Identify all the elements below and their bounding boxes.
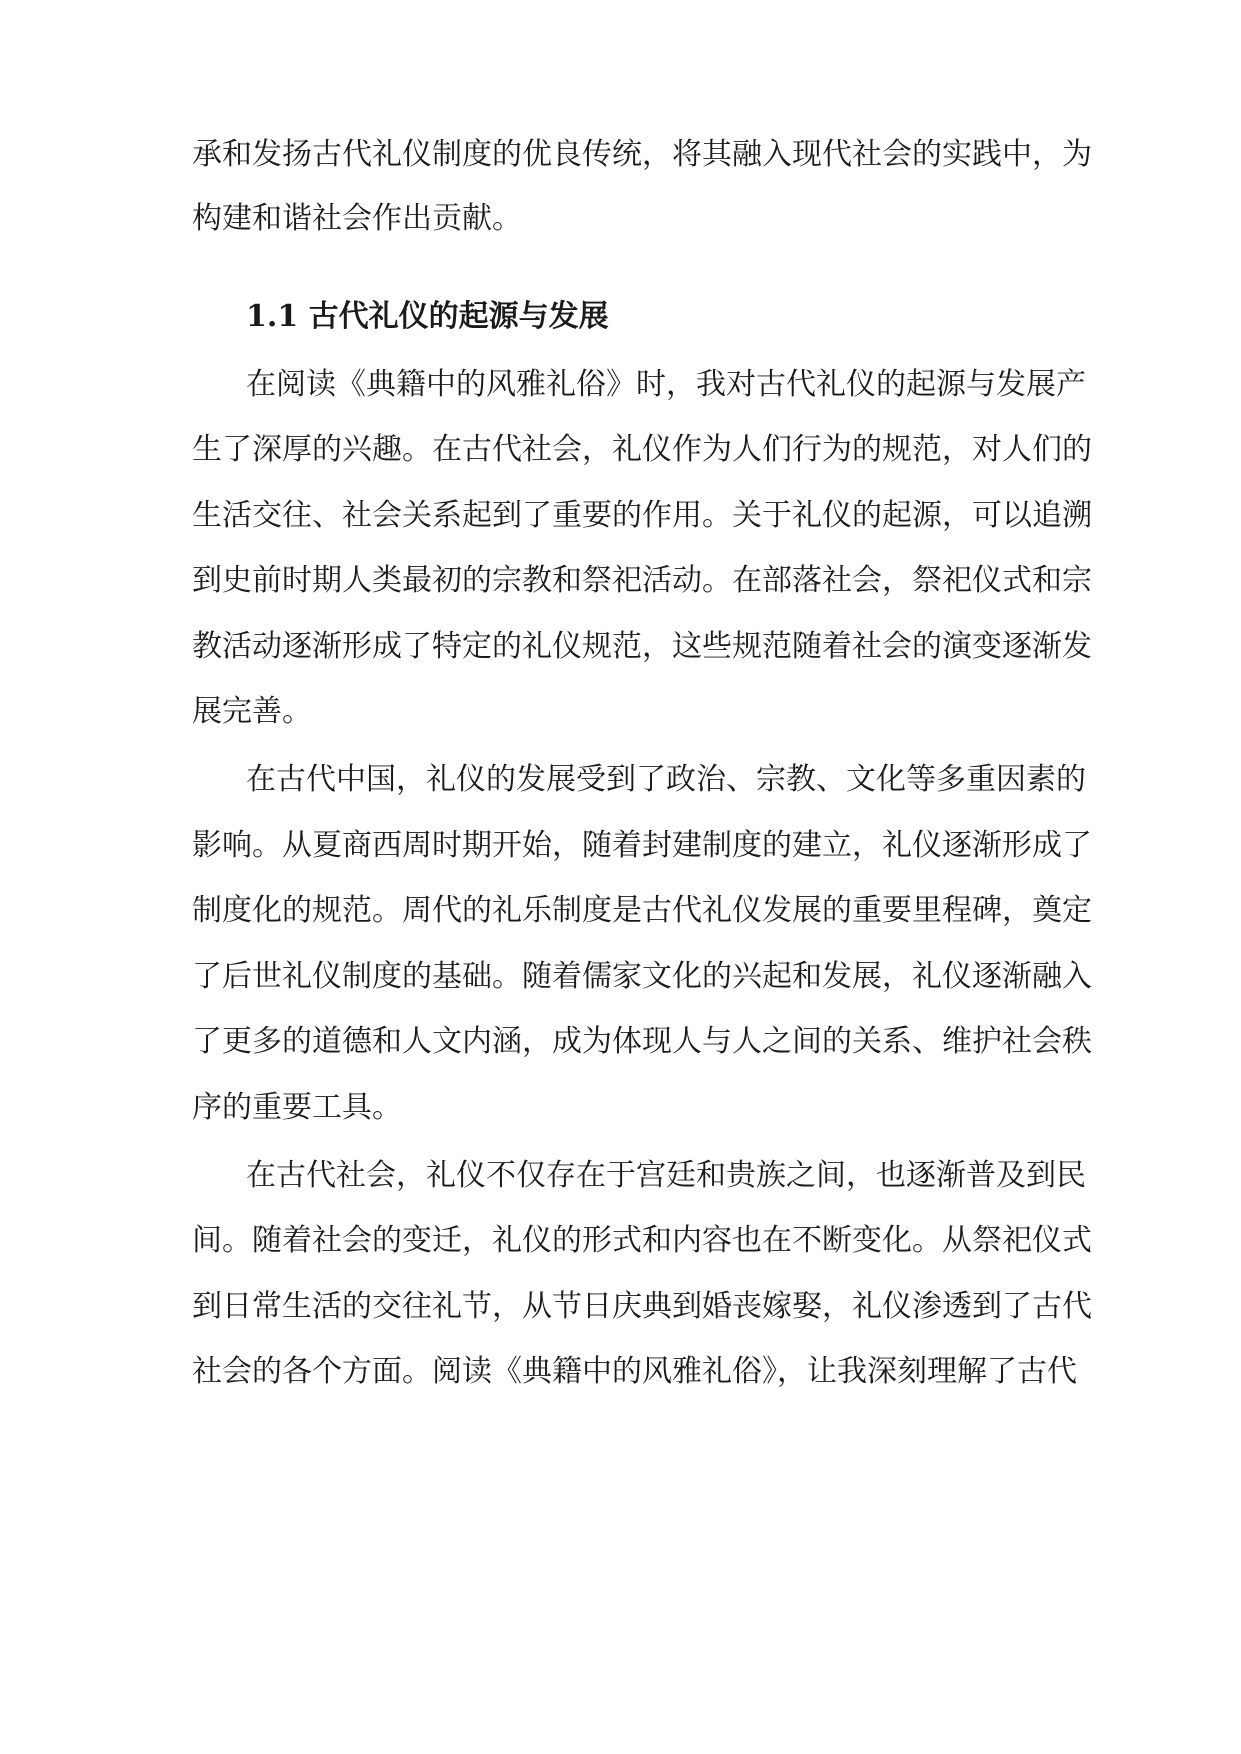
paragraph-line: 在古代社会，礼仪不仅存在于宫廷和贵族之间，也逐渐普及到民 <box>246 1158 1086 1193</box>
paragraph-line: 了更多的道德和人文内涵，成为体现人与人之间的关系、维护社会秩 <box>192 1024 1092 1059</box>
paragraph-line: 教活动逐渐形成了特定的礼仪规范，这些规范随着社会的演变逐渐发 <box>192 629 1092 664</box>
continuation-line: 构建和谐社会作出贡献。 <box>192 201 522 236</box>
paragraph-line: 到日常生活的交往礼节，从节日庆典到婚丧嫁娶，礼仪渗透到了古代 <box>192 1289 1092 1324</box>
paragraph-line: 在古代中国，礼仪的发展受到了政治、宗教、文化等多重因素的 <box>246 762 1086 797</box>
paragraph-line: 到史前时期人类最初的宗教和祭祀活动。在部落社会，祭祀仪式和宗 <box>192 563 1092 598</box>
paragraph-line: 了后世礼仪制度的基础。随着儒家文化的兴起和发展，礼仪逐渐融入 <box>192 959 1092 994</box>
paragraph-line: 影响。从夏商西周时期开始，随着封建制度的建立，礼仪逐渐形成了 <box>192 828 1092 863</box>
paragraph-line: 序的重要工具。 <box>192 1090 402 1125</box>
paragraph-line: 制度化的规范。周代的礼乐制度是古代礼仪发展的重要里程碑，奠定 <box>192 893 1092 928</box>
paragraph-line: 在阅读《典籍中的风雅礼俗》时，我对古代礼仪的起源与发展产 <box>246 367 1086 402</box>
section-heading: 1.1 古代礼仪的起源与发展 <box>246 299 609 334</box>
paragraph-line: 社会的各个方面。阅读《典籍中的风雅礼俗》，让我深刻理解了古代 <box>192 1354 1077 1389</box>
paragraph-line: 生活交往、社会关系起到了重要的作用。关于礼仪的起源，可以追溯 <box>192 498 1092 533</box>
paragraph-line: 展完善。 <box>192 694 312 729</box>
paragraph-line: 间。随着社会的变迁，礼仪的形式和内容也在不断变化。从祭祀仪式 <box>192 1223 1092 1258</box>
paragraph-line: 生了深厚的兴趣。在古代社会，礼仪作为人们行为的规范，对人们的 <box>192 432 1092 467</box>
continuation-line: 承和发扬古代礼仪制度的优良传统，将其融入现代社会的实践中，为 <box>192 137 1092 172</box>
